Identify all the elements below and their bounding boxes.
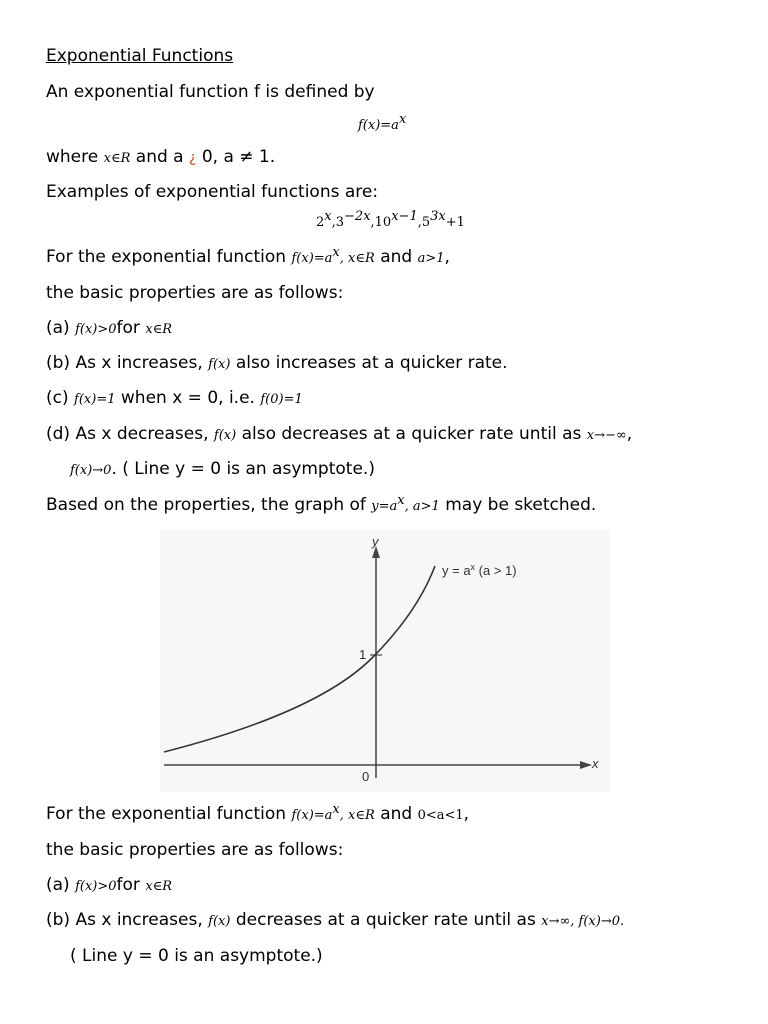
definition-math: f(x)=a: [358, 118, 399, 133]
property-c-math: f(x)=1: [74, 392, 116, 407]
property-d-math2: x→−∞: [586, 428, 627, 443]
y-axis-label: y: [372, 534, 379, 549]
case1-and: and: [380, 247, 413, 267]
example-1-base: 2: [316, 215, 325, 230]
property-c-label: (c): [46, 388, 69, 408]
case1-condition: a>1: [417, 251, 445, 266]
case2-property-a-for: for: [116, 875, 140, 895]
graph-intro-suffix: may be sketched.: [445, 495, 597, 515]
case1-intro: [46, 247, 450, 269]
example-3-exp: x−1: [391, 209, 418, 224]
example-2-exp: −2x: [344, 209, 371, 224]
case2-prefix: For the exponential function: [46, 804, 287, 824]
where-condition: 0, a ≠ 1.: [201, 147, 276, 167]
where-line: [46, 147, 275, 169]
curve-label: [442, 562, 517, 578]
case2-property-b-math2: x→∞, f(x)→0.: [541, 914, 625, 929]
case2-property-a-label: (a): [46, 875, 70, 895]
where-domain: x∈R: [103, 151, 131, 166]
where-prefix: where: [46, 147, 99, 167]
case1-properties-heading: the basic properties are as follows:: [46, 283, 344, 303]
property-a-math: f(x)>0: [75, 322, 117, 337]
case2-comma: ,: [463, 804, 470, 824]
intercept-label: 1: [359, 647, 367, 662]
curve-label-base: y = a: [442, 563, 471, 578]
example-1-exp: x: [324, 209, 332, 224]
case1-function: f(x)=a: [291, 251, 333, 266]
case2-property-b-math: f(x): [208, 914, 231, 929]
case1-property-c: [46, 388, 303, 410]
property-d-math: f(x): [213, 428, 237, 443]
property-d-comma: ,: [626, 424, 633, 444]
case2-function: f(x)=a: [291, 808, 333, 823]
case1-property-d: [46, 424, 632, 446]
example-4-base: ,5: [417, 215, 431, 230]
example-4-exp: 3x: [430, 209, 446, 224]
case2-property-a-math: f(x)>0: [75, 879, 117, 894]
graph-intro-math: y=a: [371, 499, 398, 514]
case2-domain: , x∈R: [339, 808, 375, 823]
example-2-base: ,3: [331, 215, 345, 230]
property-d2-math: f(x)→0: [70, 463, 112, 478]
example-4-tail: +1: [445, 215, 465, 230]
property-c-mid: when x = 0, i.e.: [120, 388, 255, 408]
case1-property-a: [46, 318, 172, 340]
case1-comma: ,: [444, 247, 450, 267]
graph-background: [160, 530, 610, 792]
curve-label-exponent: x: [470, 562, 476, 572]
property-d-mid: also decreases at a quicker rate until as: [241, 424, 582, 444]
property-d2-text: . ( Line y = 0 is an asymptote.): [111, 459, 375, 479]
case2-exponent: x: [332, 802, 340, 817]
graph-intro-exponent: x: [397, 493, 405, 508]
origin-label: 0: [362, 769, 370, 784]
examples-heading: Examples of exponential functions are:: [46, 182, 379, 202]
definition-formula: [358, 112, 407, 133]
case2-properties-heading: the basic properties are as follows:: [46, 840, 344, 860]
case1-exponent: x: [332, 245, 340, 260]
property-a-label: (a): [46, 318, 70, 338]
intro-text: An exponential function f is defined by: [46, 82, 375, 102]
case2-intro: [46, 804, 469, 826]
case2-property-b: [46, 910, 624, 932]
case2-and: and: [380, 804, 413, 824]
case1-prefix: For the exponential function: [46, 247, 287, 267]
unrendered-glyph: ¿: [189, 150, 197, 166]
definition-exponent: x: [398, 112, 407, 127]
case2-property-b-mid: decreases at a quicker rate until as: [235, 910, 536, 930]
property-a-domain: x∈R: [145, 322, 173, 337]
case2-condition: 0<a<1: [417, 808, 464, 823]
property-b-suffix: also increases at a quicker rate.: [235, 353, 508, 373]
case2-asymptote-note: ( Line y = 0 is an asymptote.): [70, 946, 323, 966]
case2-property-b-prefix: (b) As x increases,: [46, 910, 203, 930]
property-a-for: for: [116, 318, 140, 338]
x-axis-label: x: [592, 756, 599, 771]
case2-property-a-domain: x∈R: [145, 879, 173, 894]
property-c-math2: f(0)=1: [260, 392, 303, 407]
example-3-base: ,10: [370, 215, 392, 230]
graph-intro-prefix: Based on the properties, the graph of: [46, 495, 366, 515]
property-d-prefix: (d) As x decreases,: [46, 424, 209, 444]
case1-property-b: [46, 353, 508, 375]
exponential-graph: [160, 530, 610, 792]
curve-label-condition: (a > 1): [475, 563, 517, 578]
examples-formula: [316, 209, 465, 230]
property-b-math: f(x): [208, 357, 231, 372]
page-title: Exponential Functions: [46, 46, 234, 66]
graph-intro-condition: , a>1: [404, 499, 440, 514]
case2-property-a: [46, 875, 172, 897]
case1-domain: , x∈R: [339, 251, 375, 266]
property-b-prefix: (b) As x increases,: [46, 353, 203, 373]
case1-property-d-continued: [70, 459, 375, 481]
graph-intro: [46, 495, 596, 517]
where-and-a: and a: [135, 147, 184, 167]
